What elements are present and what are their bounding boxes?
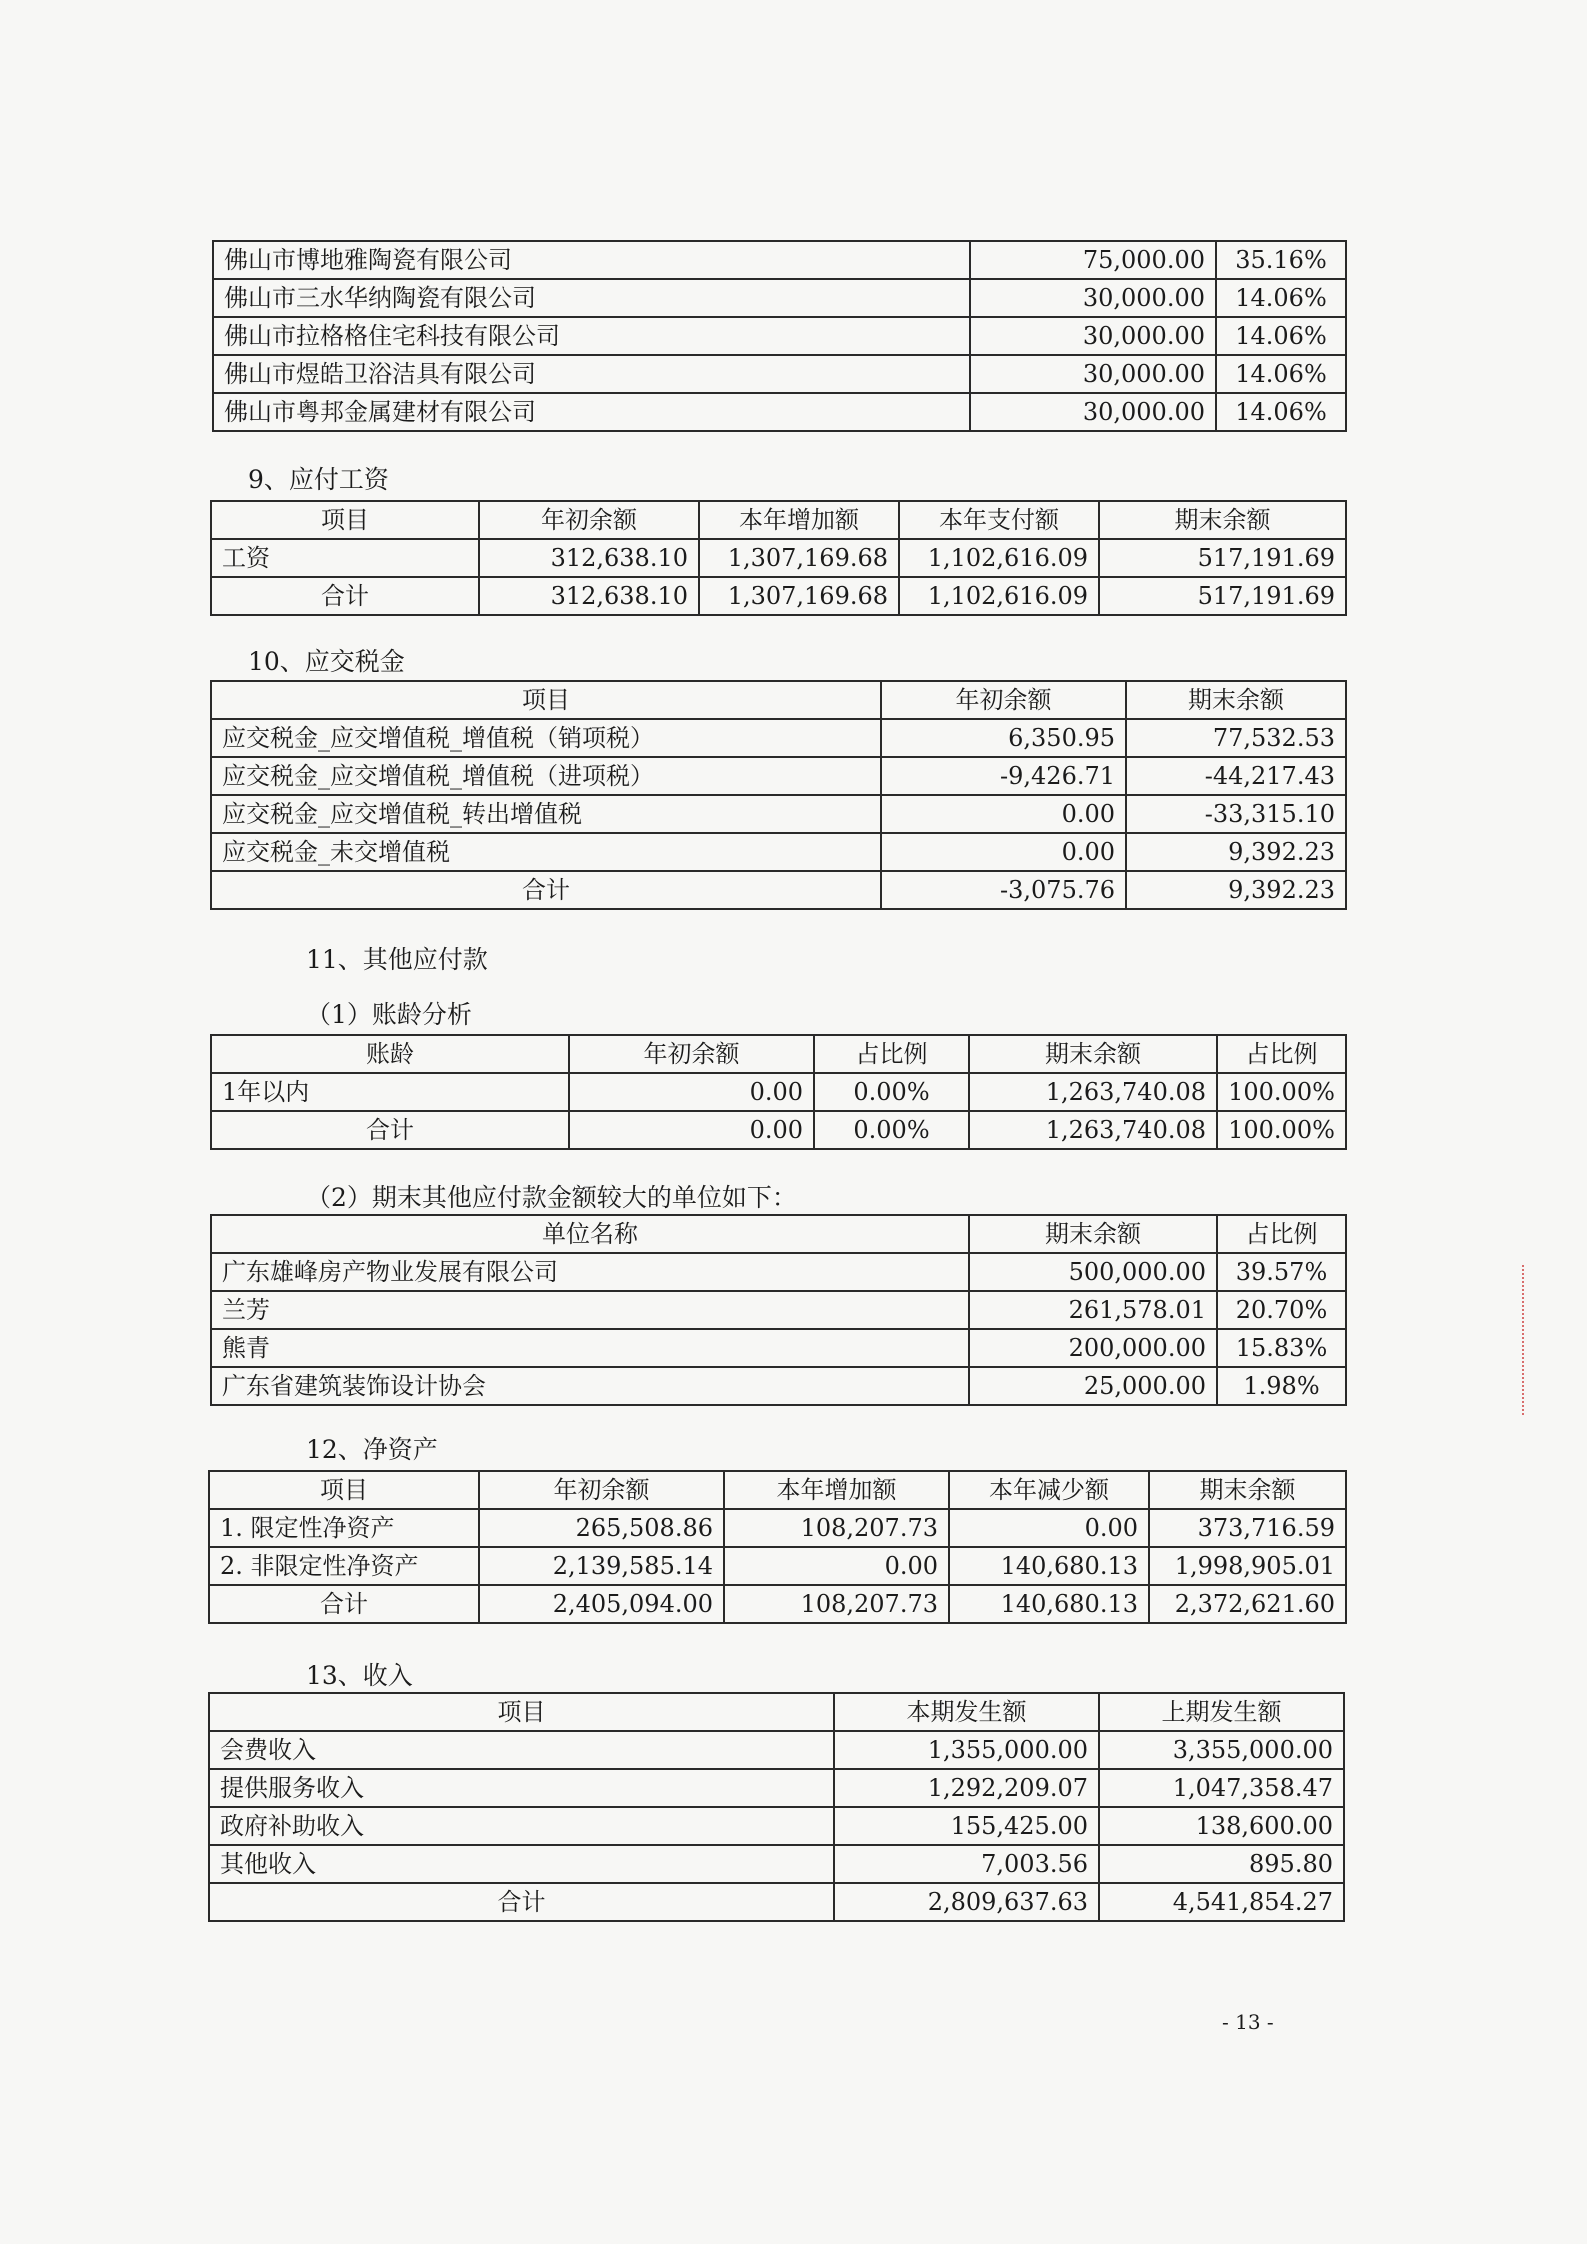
table-header-row: 项目 本期发生额 上期发生额 <box>209 1693 1344 1731</box>
table-total-row: 合计 2,405,094.00 108,207.73 140,680.13 2,372,621.60 <box>209 1585 1346 1623</box>
table-row: 应交税金_未交增值税 0.00 9,392.23 <box>211 833 1346 871</box>
table-row: 佛山市博地雅陶瓷有限公司 75,000.00 35.16% <box>213 241 1346 279</box>
subsection-heading-aging: （1）账龄分析 <box>306 1000 472 1029</box>
table-row: 佛山市三水华纳陶瓷有限公司 30,000.00 14.06% <box>213 279 1346 317</box>
table-row: 2. 非限定性净资产 2,139,585.14 0.00 140,680.13 1,998,905.01 <box>209 1547 1346 1585</box>
table-row: 1. 限定性净资产 265,508.86 108,207.73 0.00 373,716.59 <box>209 1509 1346 1547</box>
wages-payable-table <box>210 500 1347 616</box>
table-row: 会费收入 1,355,000.00 3,355,000.00 <box>209 1731 1344 1769</box>
table-row: 工资 312,638.10 1,307,169.68 1,102,616.09 517,191.69 <box>211 539 1346 577</box>
net-assets-table <box>208 1470 1347 1624</box>
table-row: 应交税金_应交增值税_增值税（进项税） -9,426.71 -44,217.43 <box>211 757 1346 795</box>
table-row: 佛山市粤邦金属建材有限公司 30,000.00 14.06% <box>213 393 1346 431</box>
table-row: 应交税金_应交增值税_转出增值税 0.00 -33,315.10 <box>211 795 1346 833</box>
section-heading-income: 13、收入 <box>306 1661 413 1690</box>
section-heading-taxes: 10、应交税金 <box>248 647 405 676</box>
section-heading-wages: 9、应付工资 <box>248 465 389 494</box>
table-total-row: 合计 312,638.10 1,307,169.68 1,102,616.09 517,191.69 <box>211 577 1346 615</box>
table-row: 兰芳 261,578.01 20.70% <box>211 1291 1346 1329</box>
table-total-row: 合计 0.00 0.00% 1,263,740.08 100.00% <box>211 1111 1346 1149</box>
table-header-row: 单位名称 期末余额 占比例 <box>211 1215 1346 1253</box>
page-number: - 13 - <box>1222 2010 1274 2034</box>
table-row: 政府补助收入 155,425.00 138,600.00 <box>209 1807 1344 1845</box>
major-payables-table-continued <box>212 240 1347 432</box>
table-header-row: 项目 年初余额 本年增加额 本年减少额 期末余额 <box>209 1471 1346 1509</box>
income-table <box>208 1692 1345 1922</box>
table-row: 其他收入 7,003.56 895.80 <box>209 1845 1344 1883</box>
subsection-heading-major-units: （2）期末其他应付款金额较大的单位如下： <box>306 1183 797 1212</box>
table-total-row: 合计 2,809,637.63 4,541,854.27 <box>209 1883 1344 1921</box>
aging-analysis-table <box>210 1034 1347 1150</box>
table-row: 熊青 200,000.00 15.83% <box>211 1329 1346 1367</box>
seal-edge-mark <box>1522 1265 1527 1415</box>
table-header-row: 项目 年初余额 本年增加额 本年支付额 期末余额 <box>211 501 1346 539</box>
table-row: 广东省建筑装饰设计协会 25,000.00 1.98% <box>211 1367 1346 1405</box>
table-row: 提供服务收入 1,292,209.07 1,047,358.47 <box>209 1769 1344 1807</box>
table-row: 应交税金_应交增值税_增值税（销项税） 6,350.95 77,532.53 <box>211 719 1346 757</box>
table-row: 广东雄峰房产物业发展有限公司 500,000.00 39.57% <box>211 1253 1346 1291</box>
table-header-row: 账龄 年初余额 占比例 期末余额 占比例 <box>211 1035 1346 1073</box>
table-row: 1年以内 0.00 0.00% 1,263,740.08 100.00% <box>211 1073 1346 1111</box>
table-row: 佛山市拉格格住宅科技有限公司 30,000.00 14.06% <box>213 317 1346 355</box>
table-header-row: 项目 年初余额 期末余额 <box>211 681 1346 719</box>
table-total-row: 合计 -3,075.76 9,392.23 <box>211 871 1346 909</box>
section-heading-net-assets: 12、净资产 <box>306 1435 438 1464</box>
table-row: 佛山市煜皓卫浴洁具有限公司 30,000.00 14.06% <box>213 355 1346 393</box>
taxes-payable-table <box>210 680 1347 910</box>
section-heading-other-payables: 11、其他应付款 <box>306 945 488 974</box>
major-other-payables-table <box>210 1214 1347 1406</box>
